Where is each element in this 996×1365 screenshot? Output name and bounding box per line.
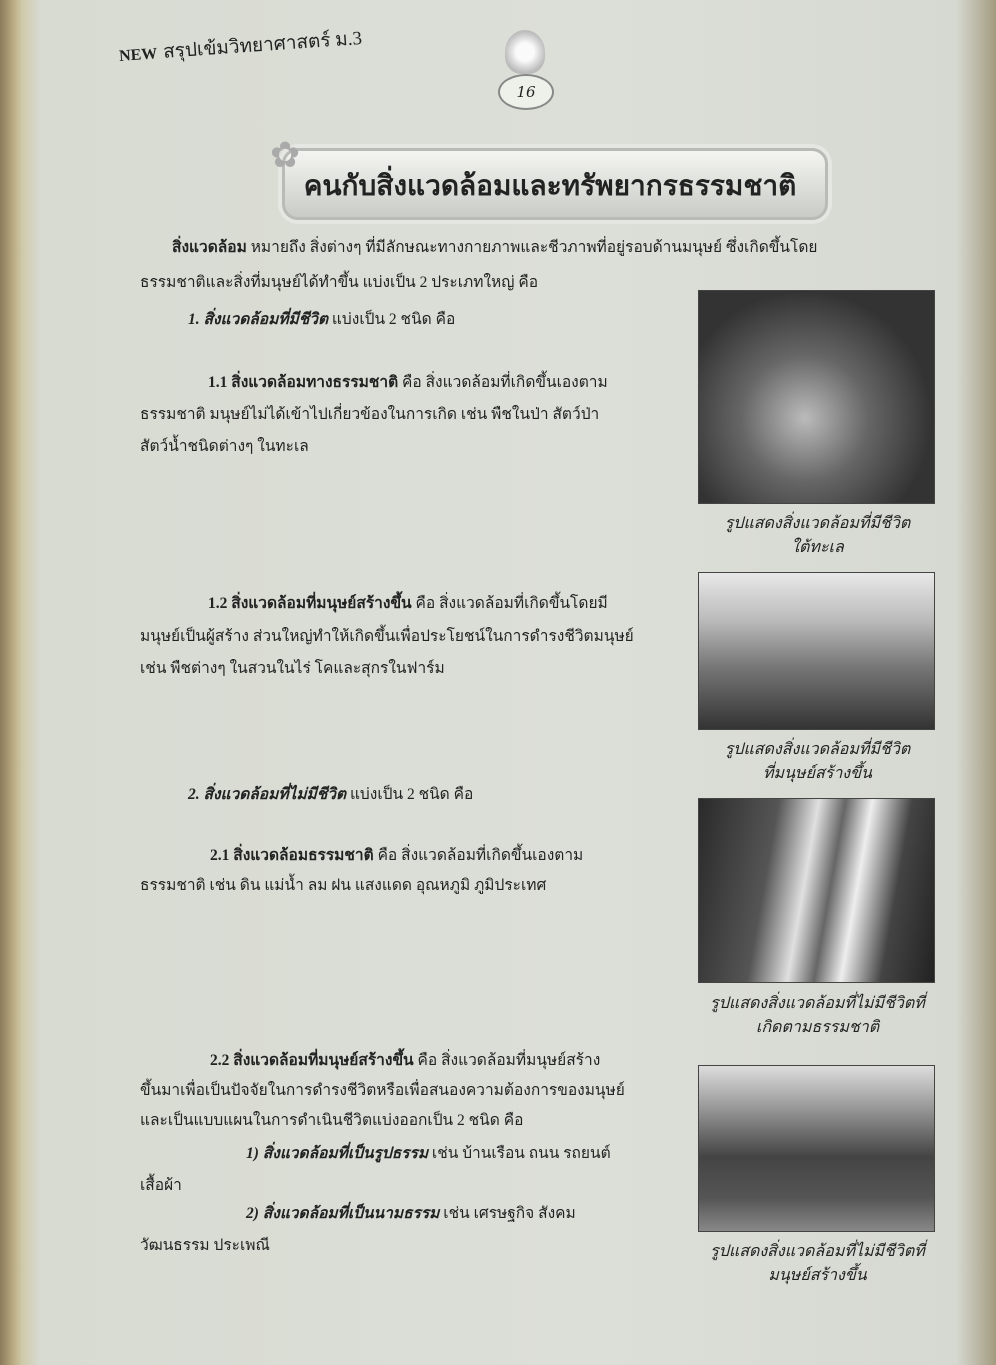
text: แบ่งเป็น 2 ชนิด คือ [346, 786, 474, 803]
intro-line-2: ธรรมชาติและสิ่งที่มนุษย์ได้ทำขึ้น แบ่งเป็น 2 ประเภทใหญ่ คือ [140, 274, 539, 291]
caption-line: รูปแสดงสิ่งแวดล้อมที่ไม่มีชีวิตที่ [710, 995, 925, 1012]
figure-caption-1 [690, 512, 945, 560]
s12-line-2: มนุษย์เป็นผู้สร้าง ส่วนใหญ่ทำให้เกิดขึ้นเพื่อประโยชน์ในการดำรงชีวิตมนุษย์ [140, 628, 634, 645]
caption-line: เกิดตามธรรมชาติ [755, 1019, 880, 1036]
section1-heading [188, 312, 455, 328]
s11-line-3: สัตว์น้ำชนิดต่างๆ ในทะเล [140, 438, 309, 455]
text: คือ สิ่งแวดล้อมที่มนุษย์สร้าง [413, 1052, 601, 1069]
caption-line: รูปแสดงสิ่งแวดล้อมที่มีชีวิต [724, 741, 911, 758]
caption-line: มนุษย์สร้างขึ้น [768, 1267, 867, 1284]
photo-underwater-reef [698, 290, 935, 504]
heading: 2) สิ่งแวดล้อมที่เป็นนามธรรม [246, 1205, 440, 1222]
figure-caption-4 [690, 1240, 945, 1288]
photo-thai-houses [698, 1065, 935, 1232]
text: เช่น บ้านเรือน ถนน รถยนต์ [428, 1145, 611, 1162]
book-title: สรุปเข้มวิทยาศาสตร์ ม.3 [162, 28, 363, 63]
caption-line: รูปแสดงสิ่งแวดล้อมที่ไม่มีชีวิตที่ [710, 1243, 925, 1260]
heading: 1) สิ่งแวดล้อมที่เป็นรูปธรรม [246, 1145, 429, 1162]
heading: 1.2 สิ่งแวดล้อมที่มนุษย์สร้างขึ้น [208, 595, 412, 612]
s21-line-1 [210, 848, 583, 864]
caption-line: รูปแสดงสิ่งแวดล้อมที่มีชีวิต [724, 515, 911, 532]
running-header [118, 23, 363, 70]
page-number: 16 [498, 74, 554, 110]
caption-line: ใต้ทะเล [791, 539, 844, 556]
s22-item-1-cont: เสื้อผ้า [140, 1177, 182, 1194]
decorative-ornament-icon [505, 30, 545, 74]
photo-waterfall [698, 798, 935, 983]
s22-line-3: และเป็นแบบแผนในการดำเนินชีวิตแบ่งออกเป็น 2 ชนิด คือ [140, 1112, 524, 1129]
text: เช่น เศรษฐกิจ สังคม [439, 1205, 576, 1222]
heading: 1.1 สิ่งแวดล้อมทางธรรมชาติ [208, 374, 399, 391]
s11-line-1 [208, 375, 608, 391]
caption-line: ที่มนุษย์สร้างขึ้น [763, 765, 872, 782]
s22-line-2: ขึ้นมาเพื่อเป็นปัจจัยในการดำรงชีวิตหรือเพื่อสนองความต้องการของมนุษย์ [140, 1082, 625, 1099]
figure-caption-3 [690, 992, 945, 1040]
intro-line-1 [172, 240, 817, 256]
s11-line-2: ธรรมชาติ มนุษย์ไม่ได้เข้าไปเกี่ยวข้องในการเกิด เช่น พืชในป่า สัตว์ป่า [140, 406, 600, 423]
text: คือ สิ่งแวดล้อมที่เกิดขึ้นโดยมี [411, 595, 608, 612]
flower-icon: ✿ [270, 135, 301, 176]
term: สิ่งแวดล้อม [172, 239, 247, 256]
s21-line-2: ธรรมชาติ เช่น ดิน แม่น้ำ ลม ฝน แสงแดด อุณหภูมิ ภูมิประเทศ [140, 877, 547, 894]
s22-line-1 [210, 1053, 600, 1069]
photo-cattle-farm [698, 572, 935, 730]
text: คือ สิ่งแวดล้อมที่เกิดขึ้นเองตาม [373, 847, 584, 864]
text: คือ สิ่งแวดล้อมที่เกิดขึ้นเองตาม [398, 374, 608, 391]
s12-line-1 [208, 596, 608, 612]
s22-item-2 [246, 1206, 576, 1222]
figure-caption-2 [690, 738, 945, 786]
s12-line-3: เช่น พืชต่างๆ ในสวนในไร่ โคและสุกรในฟาร์ม [140, 660, 445, 677]
chapter-title: คนกับสิ่งแวดล้อมและทรัพยากรธรรมชาติ [303, 169, 797, 202]
heading: 2.2 สิ่งแวดล้อมที่มนุษย์สร้างขึ้น [210, 1052, 414, 1069]
s22-item-1 [246, 1146, 611, 1162]
text: แบ่งเป็น 2 ชนิด คือ [328, 311, 456, 328]
heading: 2.1 สิ่งแวดล้อมธรรมชาติ [210, 847, 374, 864]
heading: 1. สิ่งแวดล้อมที่มีชีวิต [188, 311, 329, 328]
series-label: NEW [118, 45, 158, 65]
s22-item-2-cont: วัฒนธรรม ประเพณี [140, 1237, 270, 1254]
text: หมายถึง สิ่งต่างๆ ที่มีลักษณะทางกายภาพและชีวภาพที่อยู่รอบด้านมนุษย์ ซึ่งเกิดขึ้นโดย [250, 239, 818, 256]
section2-heading [188, 787, 473, 803]
heading: 2. สิ่งแวดล้อมที่ไม่มีชีวิต [188, 786, 347, 803]
